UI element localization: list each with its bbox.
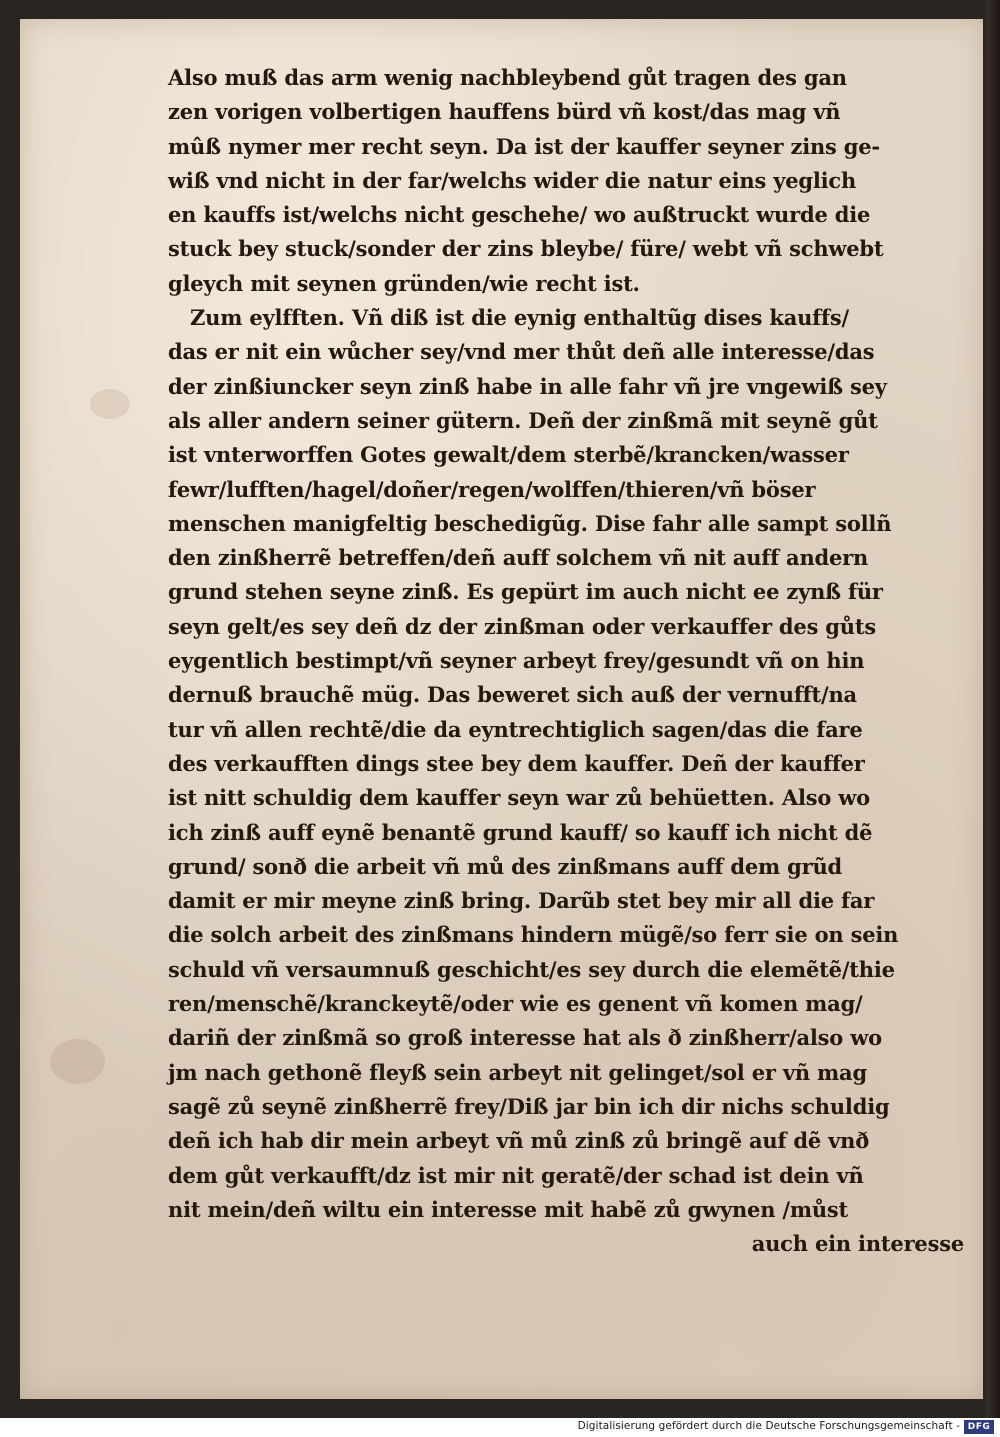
text-line: sagẽ zů seynẽ zinßherrẽ frey/Diß jar bin ich dir nichs schuldig bbox=[168, 1093, 890, 1119]
footer-bar bbox=[0, 1418, 1000, 1437]
text-line: dariñ der zinßmã so groß interesse hat als ð zinßherr/also wo bbox=[168, 1025, 882, 1051]
text-line: ren/menschẽ/kranckeytẽ/oder wie es genent vñ komen mag/ bbox=[168, 991, 863, 1017]
text-line: ist nitt schuldig dem kauffer seyn war zů behüetten. Also wo bbox=[168, 785, 870, 811]
text-line: ich zinß auff eynẽ benantẽ grund kauff/ so kauff ich nicht dẽ bbox=[168, 819, 873, 845]
catchword: auch ein interesse bbox=[751, 1231, 964, 1257]
text-line: gleych mit seynen gründen/wie recht ist. bbox=[168, 270, 640, 296]
text-line: en kauffs ist/welchs nicht geschehe/ wo außtruckt wurde die bbox=[168, 202, 871, 228]
text-line: den zinßherrẽ betreffen/deñ auff solchem vñ nit auff andern bbox=[168, 545, 869, 571]
text-line: schuld vñ versaumnuß geschicht/es sey durch die elemẽtẽ/thie bbox=[168, 956, 895, 982]
text-line: Zum eylfften. Vñ diß ist die eynig enthaltũg dises kauffs/ bbox=[190, 305, 849, 331]
text-line: menschen manigfeltig beschedigũg. Dise fahr alle sampt sollñ bbox=[168, 510, 892, 536]
text-line: dernuß brauchẽ müg. Das beweret sich auß der vernufft/na bbox=[168, 682, 857, 708]
text-line: ist vnterworffen Gotes gewalt/dem sterbẽ/krancken/wasser bbox=[168, 442, 849, 468]
text-line: fewr/lufften/hagel/doñer/regen/wolffen/thieren/vñ böser bbox=[168, 476, 816, 502]
text-line: seyn gelt/es sey deñ dz der zinßman oder verkauffer des gůts bbox=[168, 613, 876, 639]
text-line: deñ ich hab dir mein arbeyt vñ mů zinß zů bringẽ auf dẽ vnð bbox=[168, 1128, 870, 1154]
text-line: wiß vnd nicht in der far/welchs wider die natur eins yeglich bbox=[168, 167, 857, 193]
dfg-logo: DFG bbox=[964, 1420, 994, 1434]
text-line: tur vñ allen rechtẽ/die da eyntrechtiglich sagen/das die fare bbox=[168, 716, 863, 742]
text-line: mûß nymer mer recht seyn. Da ist der kauffer seyner zins ge- bbox=[168, 133, 880, 159]
funding-credit: Digitalisierung gefördert durch die Deutsche Forschungsgemeinschaft - bbox=[577, 1420, 960, 1432]
text-line: die solch arbeit des zinßmans hindern mügẽ/so ferr sie on sein bbox=[168, 922, 899, 948]
text-line: als aller andern seiner gütern. Deñ der zinßmã mit seynẽ gůt bbox=[168, 407, 878, 433]
page-text-block bbox=[168, 61, 968, 1261]
text-line: des verkaufften dings stee bey dem kauffer. Deñ der kauffer bbox=[168, 750, 865, 776]
text-line: damit er mir meyne zinß bring. Darũb stet bey mir all die far bbox=[168, 888, 875, 914]
text-line: jm nach gethonẽ fleyß sein arbeyt nit gelinget/sol er vñ mag bbox=[168, 1059, 867, 1085]
paper-stain bbox=[90, 389, 130, 419]
text-line: zen vorigen volbertigen hauffens bürd vñ kost/das mag vñ bbox=[168, 99, 841, 125]
text-line: eygentlich bestimpt/vñ seyner arbeyt frey/gesundt vñ on hin bbox=[168, 648, 865, 674]
text-line: grund stehen seyne zinß. Es gepürt im auch nicht ee zynß für bbox=[168, 579, 883, 605]
text-line: nit mein/deñ wiltu ein interesse mit habẽ zů gwynen /můst bbox=[168, 1196, 849, 1222]
book-page bbox=[20, 19, 983, 1399]
text-line: stuck bey stuck/sonder der zins bleybe/ füre/ webt vñ schwebt bbox=[168, 236, 884, 262]
text-line: dem gůt verkaufft/dz ist mir nit geratẽ/der schad ist dein vñ bbox=[168, 1162, 864, 1188]
paper-stain bbox=[50, 1039, 105, 1084]
text-line: der zinßiuncker seyn zinß habe in alle fahr vñ jre vngewiß sey bbox=[168, 373, 887, 399]
text-line: das er nit ein wůcher sey/vnd mer thůt deñ alle interesse/das bbox=[168, 339, 875, 365]
text-line: grund/ sonð die arbeit vñ mů des zinßmans auff dem grũd bbox=[168, 853, 843, 879]
text-line: Also muß das arm wenig nachbleybend gůt tragen des gan bbox=[168, 65, 847, 90]
